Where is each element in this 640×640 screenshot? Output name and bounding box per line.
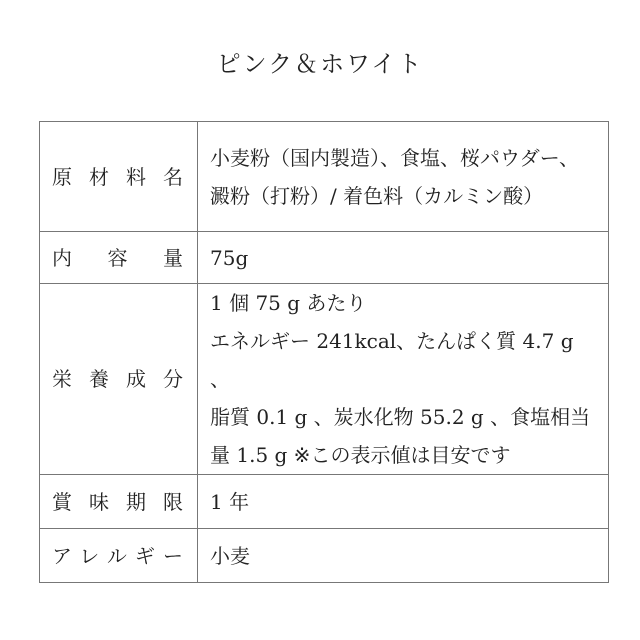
nutrition-line-4: 量 1.5 g ※この表示値は目安です: [210, 443, 511, 467]
nutrition-line-1: 1 個 75 g あたり: [210, 291, 367, 315]
nutrition-line-2: エネルギー 241kcal、たんぱく質 4.7 g 、: [210, 329, 574, 391]
row-label-allergy: アレルギー: [40, 529, 198, 583]
row-value-allergy: [198, 529, 609, 583]
food-label-table: [39, 121, 609, 583]
row-value-nutrition: [198, 284, 609, 475]
row-value-content-amount: [198, 232, 609, 284]
table-row-best-before: [40, 475, 609, 529]
row-label-ingredients: 原材料名: [40, 122, 198, 232]
allergy-value: 小麦: [210, 543, 250, 568]
row-value-best-before: [198, 475, 609, 529]
table-row-allergy: [40, 529, 609, 583]
row-label-best-before: 賞味期限: [40, 475, 198, 529]
ingredients-line-1: 小麦粉（国内製造）、食塩、桜パウダー、: [210, 145, 579, 170]
best-before-value: 1 年: [210, 489, 250, 514]
nutrition-line-3: 脂質 0.1 g 、炭水化物 55.2 g 、食塩相当: [210, 405, 591, 429]
table-row-ingredients: [40, 122, 609, 232]
ingredients-line-2: 澱粉（打粉）/ 着色料（カルミン酸）: [210, 183, 544, 208]
table-row-nutrition: [40, 284, 609, 475]
row-value-ingredients: [198, 122, 609, 232]
table-row-content-amount: [40, 232, 609, 284]
content-amount-value: 75g: [210, 245, 249, 270]
product-title: ピンク＆ホワイト: [216, 50, 424, 78]
row-label-content-amount: 内 容 量: [40, 232, 198, 284]
row-label-nutrition: 栄養成分: [40, 284, 198, 475]
